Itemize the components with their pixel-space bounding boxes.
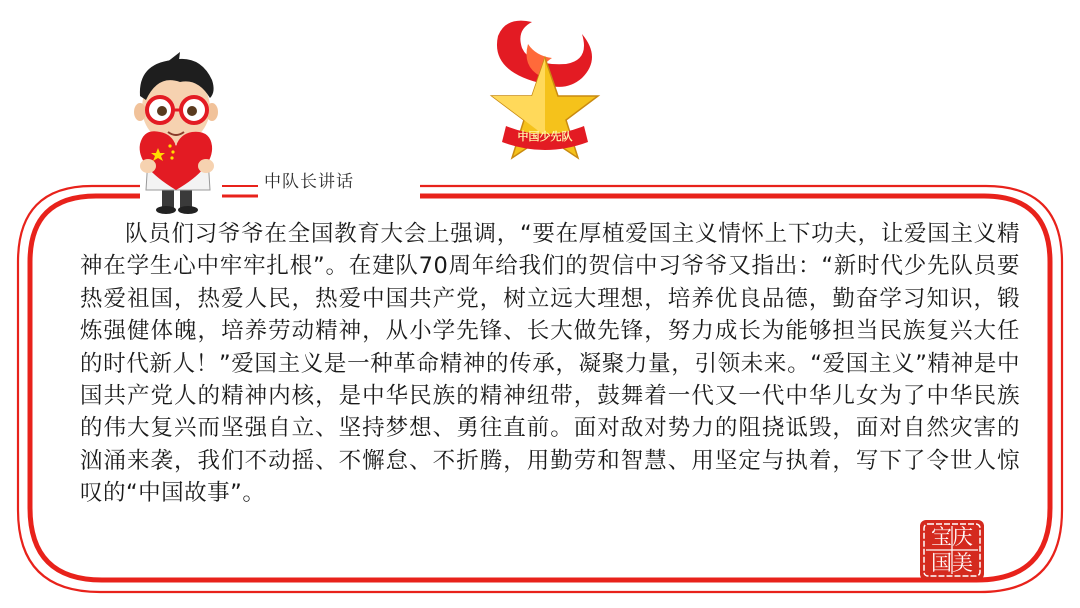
section-title: 中队长讲话 [258, 168, 360, 196]
seal-text: 宝庆国美 [931, 525, 973, 575]
emblem-banner-text: 中国少先队 [517, 130, 573, 143]
speech-paragraph: 队员们习爷爷在全国教育大会上强调，“要在厚植爱国主义情怀上下功夫，让爱国主义精神在学生心中牢牢扎根”。在建队70周年给我们的贺信中习爷爷又指出：“新时代少先队员要热爱祖国，热爱人民，热爱中国共产党，树立远大理想，培养优良品德，勤奋学习知识，锻炼强健体魄，培养劳动精神，从小学先锋、长大做先锋，努力成长为能够担当民族复兴大任的时代新人！”爱国主义是一种革命精神的传承，凝聚力量，引领未来。“爱国主义”精神是中国共产党人的精神内核，是中华民族的精神纽带，鼓舞着一代又一代中华儿女为了中华民族的伟大复兴而坚强自立、坚持梦想、勇往直前。面对敌对势力的阻挠诋毁，面对自然灾害的汹涌来袭，我们不动摇、不懈怠、不折腾，用勤劳和智慧、用坚定与执着，写下了令世人惊叹的“中国故事”。 [80, 221, 1020, 507]
boy-mascot-icon [118, 48, 238, 216]
